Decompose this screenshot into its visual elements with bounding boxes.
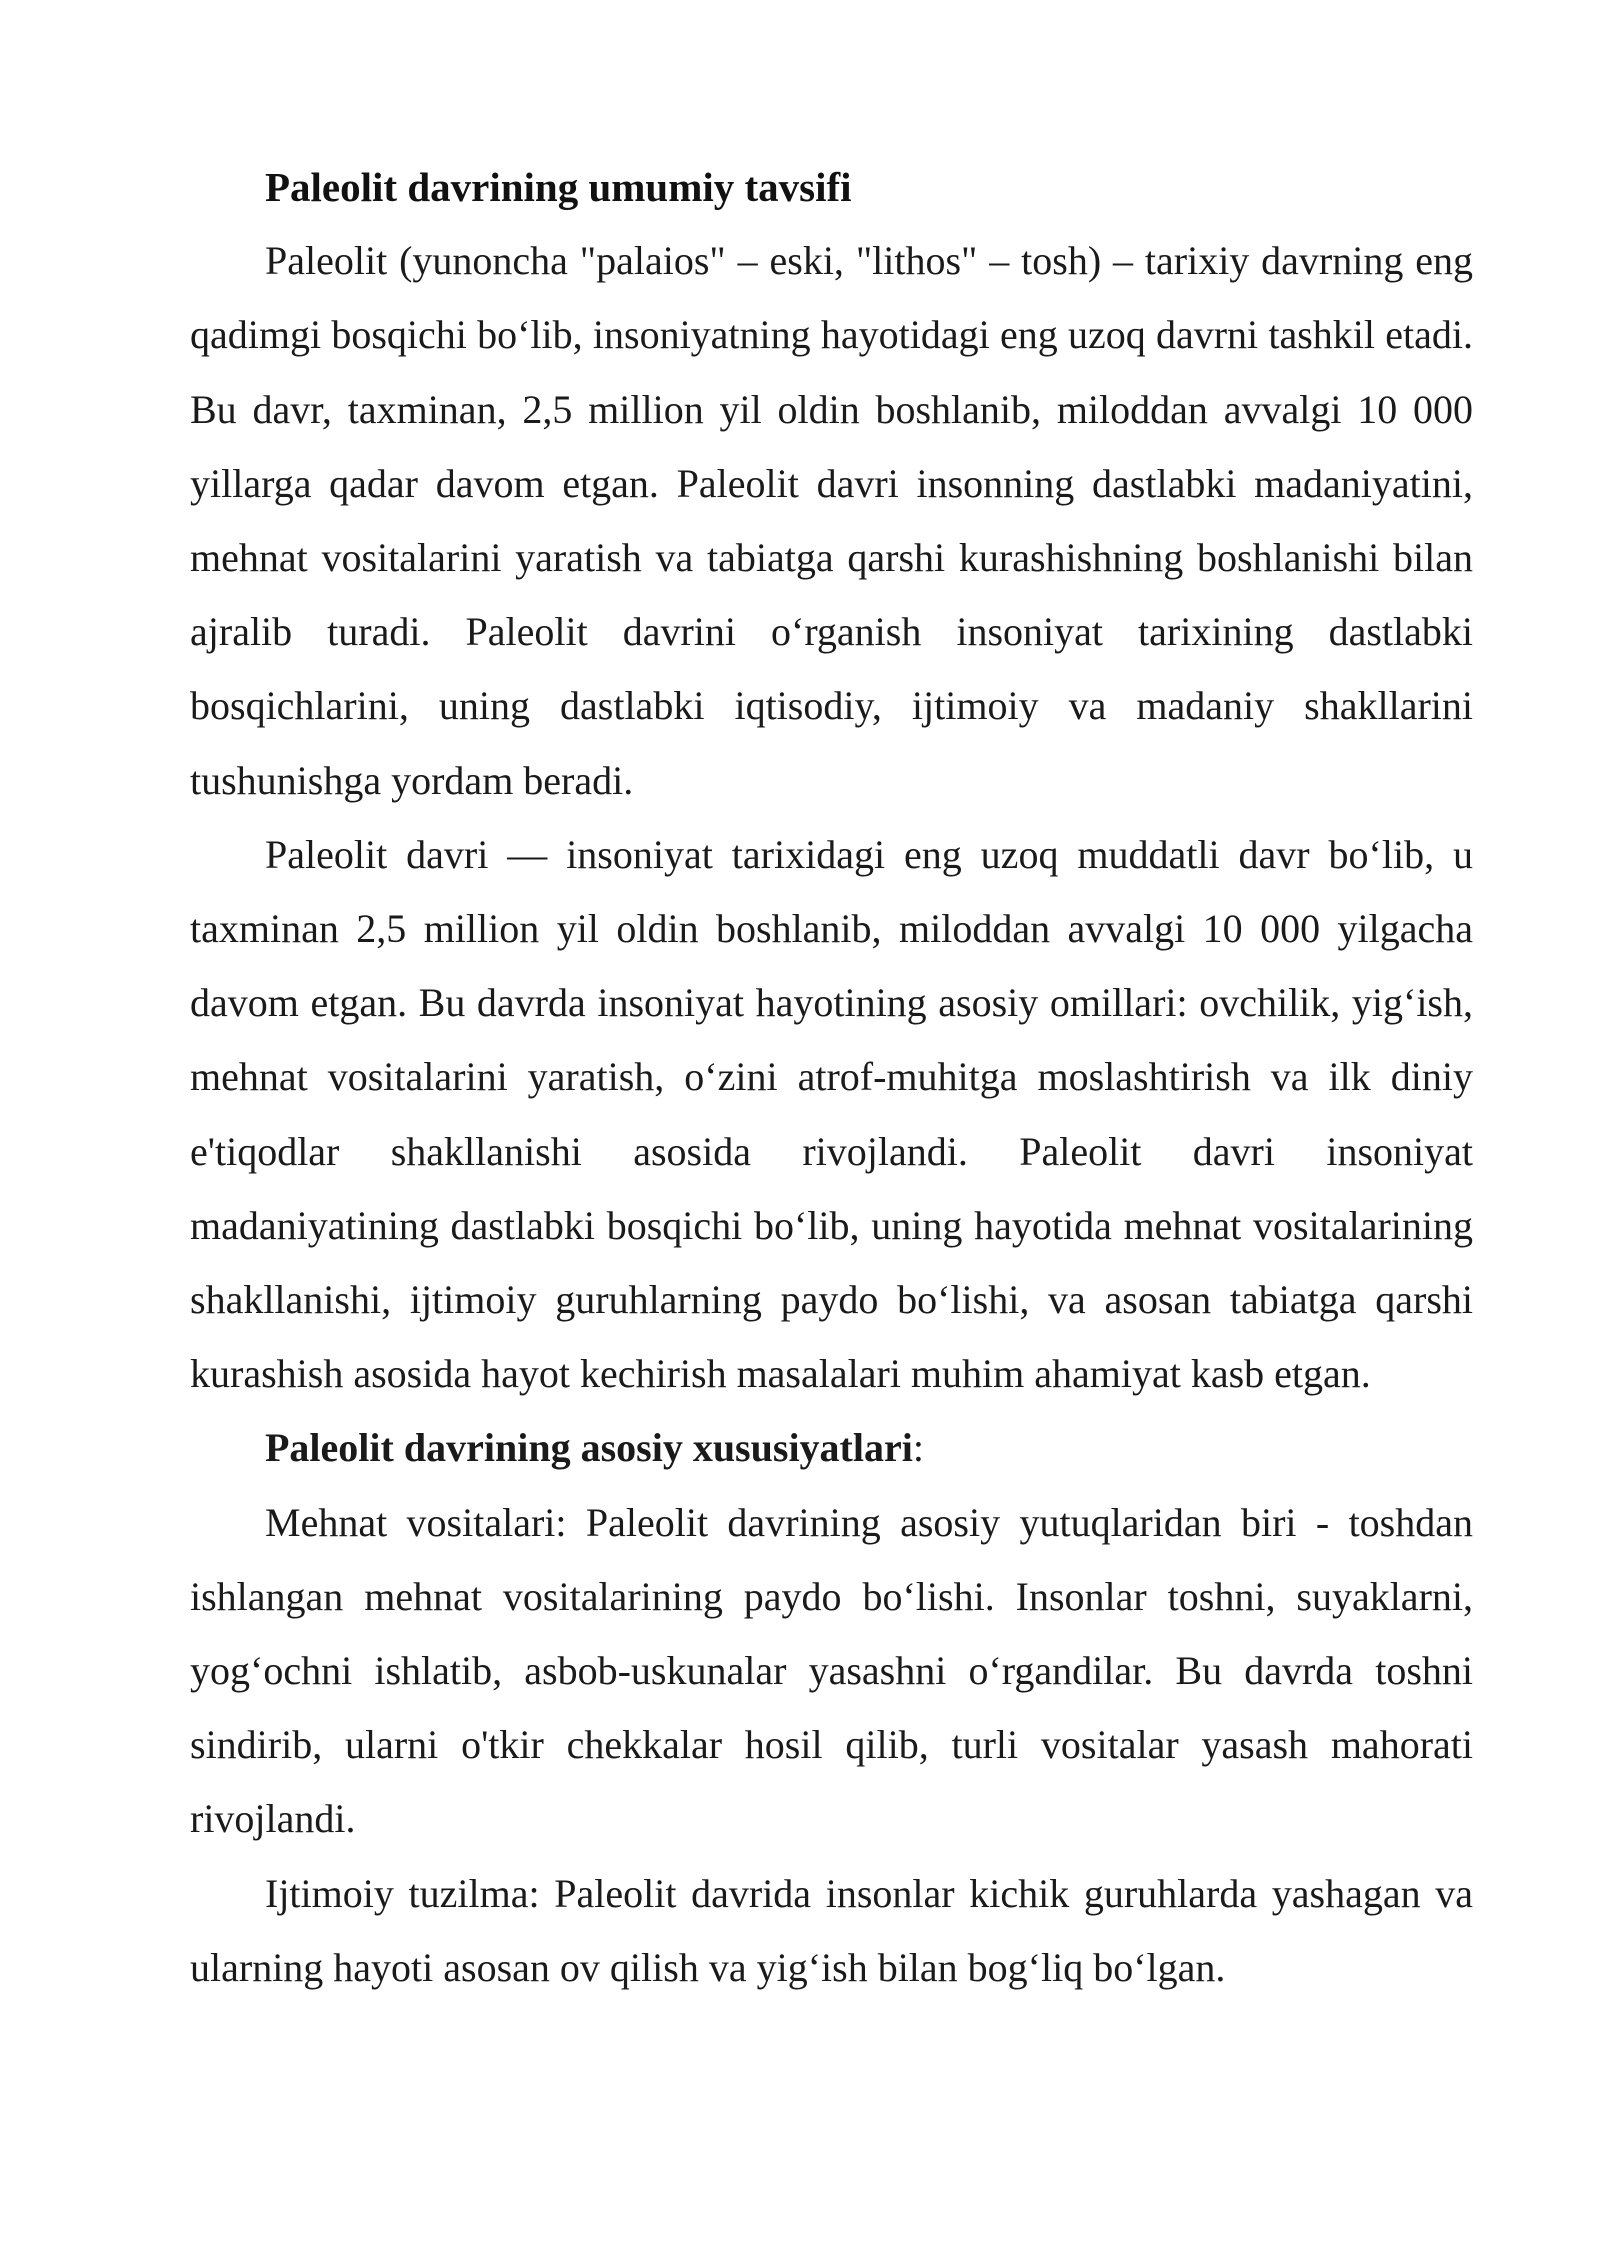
document-title: Paleolit davrining umumiy tavsifi (265, 164, 852, 210)
paragraph-tools: Mehnat vositalari: Paleolit davrining asosiy yutuqlaridan biri - toshdan ishlangan mehnat vositalarining paydo bo‘lishi. Insonlar toshni, suyaklarni, yog‘ochni ishlatib, asbob-uskunalar yasashni o‘rgandilar. Bu davrda toshni sindirib, ularni o'tkir chekkalar hosil qilib, turli vositalar yasash mahorati rivojlandi. (190, 1499, 1473, 1842)
document-body (190, 150, 1473, 2005)
paragraph-social-structure: Ijtimoiy tuzilma: Paleolit davrida insonlar kichik guruhlarda yashagan va ularning hayoti asosan ov qilish va yig‘ish bilan bog‘liq bo‘lgan. (190, 1870, 1473, 1990)
section-subheading (190, 1411, 1473, 1485)
subheading-colon: : (912, 1425, 924, 1471)
paragraph-overview: Paleolit davri — insoniyat tarixidagi eng uzoq muddatli davr bo‘lib, u taxminan 2,5 million yil oldin boshlanib, miloddan avvalgi 10 000 yilgacha davom etgan. Bu davrda insoniyat hayotining asosiy omillari: ovchilik, yig‘ish, mehnat vositalarini yaratish, o‘zini atrof-muhitga moslashtirish va ilk diniy e'tiqodlar shakllanishi asosida rivojlandi. Paleolit davri insoniyat madaniyatining dastlabki bosqichi bo‘lib, uning hayotida mehnat vositalarining shakllanishi, ijtimoiy guruhlarning paydo bo‘lishi, va asosan tabiatga qarshi kurashish asosida hayot kechirish masalalari muhim ahamiyat kasb etgan. (190, 831, 1473, 1397)
paragraph-intro: Paleolit (yunoncha "palaios" – eski, "lithos" – tosh) – tarixiy davrning eng qadimgi bosqichi bo‘lib, insoniyatning hayotidagi eng uzoq davrni tashkil etadi. Bu davr, taxminan, 2,5 million yil oldin boshlanib, miloddan avvalgi 10 000 yillarga qadar davom etgan. Paleolit davri insonning dastlabki madaniyatini, mehnat vositalarini yaratish va tabiatga qarshi kurashishning boshlanishi bilan ajralib turadi. Paleolit davrini o‘rganish insoniyat tarixining dastlabki bosqichlarini, uning dastlabki iqtisodiy, ijtimoiy va madaniy shakllarini tushunishga yordam beradi. (190, 238, 1473, 803)
subheading-text: Paleolit davrining asosiy xususiyatlari (265, 1425, 913, 1471)
